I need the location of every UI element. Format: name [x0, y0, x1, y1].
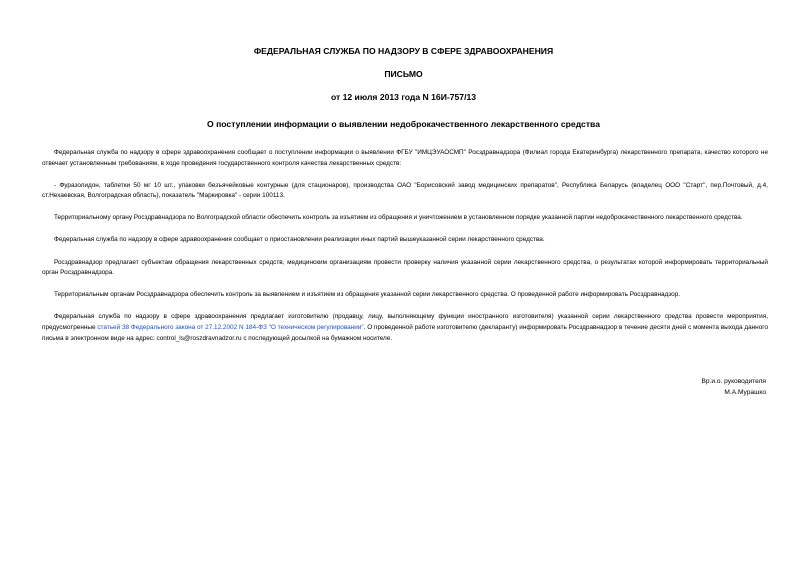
paragraph: Федеральная служба по надзору в сфере здравоохранения сообщает о поступлении информации о выявлении ФГБУ "ИМЦЭУАОСМП" Росздравнадзора (Филиал города Екатеринбурга) лекарственного препарата, качество которого не отвечает установленным требованиям, в ходе проведения государственного контроля качества лекарственных средств:: [42, 149, 768, 167]
paragraph: Территориальному органу Росздравнадзора по Волгоградской области обеспечить контроль за изъятием из обращения и уничтожением в установленном порядке указанной партии недоброкачественного лекарственного средства.: [54, 214, 743, 222]
paragraph-text-after-link: . О проведенной работе изготовителю (декларанту) информировать Росздравнадзор в течение десяти дней с момента выхода данного письма в электронном виде на адрес: control_ls@roszdravnadzor.ru с последующей досылкой на бумажном носителе.: [42, 323, 768, 342]
signatory-name: М.А.Мурашко: [724, 389, 766, 396]
law-reference-link[interactable]: статьей 38 Федерального закона от 27.12.2002 N 184-ФЗ "О техническом регулировании": [97, 323, 364, 331]
doc-type-title: ПИСЬМО: [384, 69, 423, 79]
paragraph-text-before-link: Федеральная служба по надзору в сфере здравоохранения предлагает изготовителю (продавцу, лицу, выполняющему функции иностранного изготовителя) указанной серии лекарственного средства провести мероприятия, предусмотренные: [42, 313, 768, 331]
paragraph-last: [42, 312, 768, 344]
signature-block: [701, 376, 766, 398]
signatory-position: Вр.и.о. руководителя: [701, 378, 766, 385]
paragraph: - Фуразолидон, таблетки 50 мг 10 шт., упаковки безъячейковые контурные (для стационаров), производства ОАО "Борисовский завод медицинских препаратов", Республика Беларусь (владелец ООО "Старт", пер.Почтовый, д.4, ст.Нехаевская, Волгоградская область), показатель "Маркировка" - серии 100113.: [42, 181, 768, 200]
doc-date-number: от 12 июля 2013 года N 16И-757/13: [330, 92, 477, 102]
paragraph: Росздравнадзор предлагает субъектам обращения лекарственных средств, медицинским организациям провести проверку наличия указанной серии лекарственного средства, о результатах которой информировать территориальный орган Росздравнадзора.: [42, 258, 768, 277]
agency-title: ФЕДЕРАЛЬНАЯ СЛУЖБА ПО НАДЗОРУ В СФЕРЕ ЗДРАВООХРАНЕНИЯ: [253, 46, 554, 56]
letter-body: [42, 148, 768, 356]
paragraph: Федеральная служба по надзору в сфере здравоохранения сообщает о приостановлении реализации иных партий вышеуказанной серии лекарственного средства.: [54, 236, 545, 244]
paragraph: Территориальным органам Росздравнадзора обеспечить контроль за выявлением и изъятием из обращения указанной серии лекарственного средства. О проведенной работе информировать Росздравнадзор.: [54, 291, 681, 299]
doc-subject: О поступлении информации о выявлении недоброкачественного лекарственного средства: [207, 119, 600, 129]
